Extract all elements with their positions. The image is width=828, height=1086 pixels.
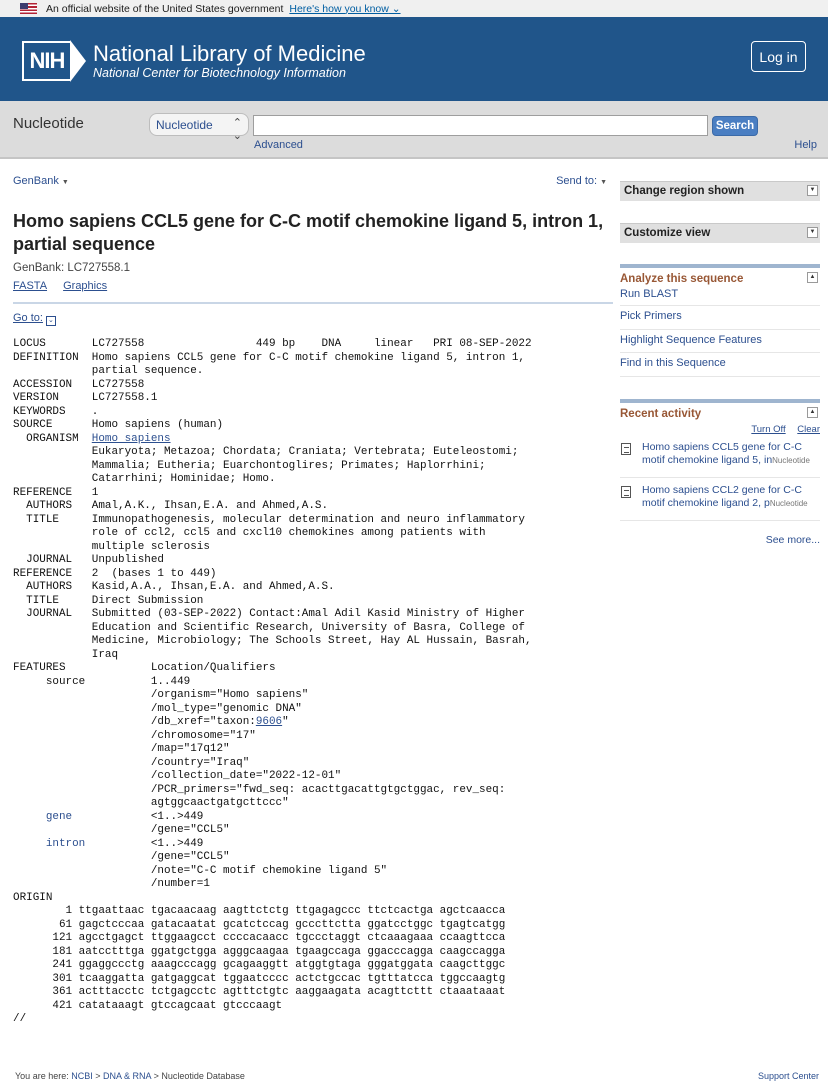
customize-view-panel[interactable]: Customize view ▼ [620, 223, 820, 243]
document-icon [621, 443, 631, 455]
recent-activity-header: Recent activity ▲ [620, 399, 820, 423]
expand-icon[interactable]: ▼ [807, 227, 818, 238]
search-bar [0, 101, 828, 159]
nih-chevron-icon [70, 40, 86, 82]
document-icon [621, 486, 631, 498]
clear-link[interactable]: Clear [797, 423, 820, 435]
recent-item[interactable]: Homo sapiens CCL5 gene for C-C motif chemokine ligand 5, inNucleotide [620, 441, 820, 478]
pick-primers-link[interactable]: Pick Primers [620, 310, 682, 322]
ncbi-subtitle: National Center for Biotechnology Information [93, 66, 346, 80]
collapse-icon[interactable]: ▲ [807, 407, 818, 418]
database-select[interactable]: Nucleotide ⌃ ⌄ [149, 113, 249, 136]
change-region-panel[interactable]: Change region shown ▼ [620, 181, 820, 201]
nlm-header [0, 17, 828, 101]
chevron-down-icon: ⌄ [46, 316, 56, 326]
search-input[interactable] [253, 115, 708, 136]
nih-logo[interactable]: NIH [22, 41, 86, 81]
fasta-link[interactable]: FASTA [13, 280, 48, 292]
genbank-flatfile: LOCUS LC727558 449 bp DNA linear PRI 08-SEP-2022 DEFINITION Homo sapiens CCL5 gene for C-C motif chemokine ligand 5, intron 1, partial sequence. ACCESSION LC727558 VERSION LC727558.1 KEYWORDS . SOURCE Homo sapiens (human) ORGANISM Homo sapiens Eukaryota; Metazoa; Chordata; Craniata; Vertebrata; Euteleostomi; Mammalia; Eutheria; Euarchontoglires; Primates; Haplorrhini; Catarrhini; Hominidae; Homo. REFERENCE 1 AUTHORS Amal,A.K., Ihsan,E.A. and Ahmed,A.S. TITLE Immunopathogenesis, molecular determination and neuro inflammatory role of ccl2, ccl5 and cxcl10 chemokines among patients with multiple sclerosis JOURNAL Unpublished REFERENCE 2 (bases 1 to 449) AUTHORS Kasid,A.A., Ihsan,E.A. and Ahmed,A.S. TITLE Direct Submission JOURNAL Submitted (03-SEP-2022) Contact:Amal Adil Kasid Ministry of Higher Education and Scientific Research, University of Basra, College of Medicine, Microbiology; The Schools Street, Hay AL Hussain, Basrah, Iraq FEATURES Location/Qualifiers source 1..449 /organism="Homo sapiens" /mol_type="genomic DNA" /db_xref="taxon:9606" /chromosome="17" /map="17q12" /country="Iraq" /collection_date="2022-12-01" /PCR_primers="fwd_seq: acacttgacattgtgctggac, rev_seq: agtggcaactgatgcttccc" gene <1..>449 /gene="CCL5" intron <1..>449 /gene="CCL5" /note="C-C motif chemokine ligand 5" /number=1 ORIGIN 1 ttgaattaac tgacaacaag aagttctctg ttgagagccc ttctcactga agctcaacca 61 gagctcccaa gatacaatat gcatctccag gcccttctta ggatcctggc tgagtcatgg 121 agcctgagct ttggaagcct ccccacaacc tgccctaggt ctcaaagaaa ccaagttcca 181 aatcctttga ggatgctgga agggcaagaa tgaagccaga ggacccagga caagccagga 241 ggaggccctg aaagcccagg gcagaaggtt atggtgtaga gggatggata caagcttggc 301 tcaaggatta gatgaggcat tggaatcccc actctgccac tgtttatcca tggccaagtg 361 actttacctc tctgagcctc agtttctgtc aaggaagata acagttcttt ctaaataaat 421 catataaagt gtccagcaat gtcccaagt // [13, 338, 532, 1025]
highlight-features-link[interactable]: Highlight Sequence Features [620, 333, 762, 346]
recent-item[interactable]: Homo sapiens CCL2 gene for C-C motif chemokine ligand 2, pNucleotide [620, 484, 820, 521]
goto-menu[interactable]: Go to: ⌄ [13, 312, 613, 326]
analyze-list [620, 288, 820, 377]
organism-link[interactable]: Homo sapiens [91, 432, 171, 445]
database-title: Nucleotide [13, 115, 84, 132]
taxon-link[interactable]: 9606 [255, 716, 283, 728]
record-title: Homo sapiens CCL5 gene for C-C motif chemokine ligand 5, intron 1, partial sequence [13, 211, 604, 254]
gov-banner [0, 0, 828, 17]
nlm-title[interactable]: National Library of Medicine [93, 41, 366, 66]
advanced-search-link[interactable]: Advanced [254, 139, 303, 151]
expand-icon[interactable]: ▼ [807, 185, 818, 196]
record-content [13, 160, 613, 1027]
send-to-menu[interactable]: Send to: ▼ [556, 175, 607, 187]
breadcrumb-dna-rna[interactable]: DNA & RNA [103, 1071, 152, 1081]
updown-arrows-icon: ⌃ ⌄ [232, 117, 242, 142]
breadcrumb: You are here: NCBI > DNA & RNA > Nucleotide Database [15, 1071, 245, 1081]
breadcrumb-ncbi[interactable]: NCBI [71, 1071, 93, 1081]
list-item[interactable] [620, 330, 820, 354]
gov-banner-text: An official website of the United States government [46, 2, 284, 15]
list-item[interactable] [620, 353, 820, 377]
sidebar [620, 160, 820, 546]
see-more-link[interactable]: See more... [765, 533, 820, 546]
run-blast-link[interactable]: Run BLAST [620, 288, 679, 300]
format-select[interactable]: GenBank ▼ [13, 175, 69, 187]
graphics-link[interactable]: Graphics [63, 280, 108, 292]
list-item[interactable] [620, 306, 820, 330]
breadcrumb-current: Nucleotide Database [161, 1071, 245, 1081]
collapse-icon[interactable]: ▲ [807, 272, 818, 283]
accession-line: GenBank: LC727558.1 [13, 262, 131, 274]
triangle-down-icon: ▼ [61, 179, 69, 186]
feature-intron-link[interactable]: intron [45, 837, 86, 850]
search-button[interactable]: Search [712, 116, 758, 136]
divider [13, 302, 613, 304]
triangle-down-icon: ▼ [600, 179, 607, 186]
heres-how-you-know-link[interactable]: Here's how you know ⌄ [289, 2, 401, 15]
find-in-sequence-link[interactable]: Find in this Sequence [620, 357, 726, 369]
analyze-section-header: Analyze this sequence ▲ [620, 264, 820, 288]
help-link[interactable]: Help [794, 139, 817, 151]
turn-off-link[interactable]: Turn Off [751, 423, 786, 435]
feature-gene-link[interactable]: gene [45, 810, 73, 823]
support-center-link[interactable]: Support Center [757, 1071, 819, 1081]
list-item[interactable] [620, 288, 820, 306]
login-button[interactable]: Log in [751, 41, 806, 72]
us-flag-icon [20, 3, 37, 14]
